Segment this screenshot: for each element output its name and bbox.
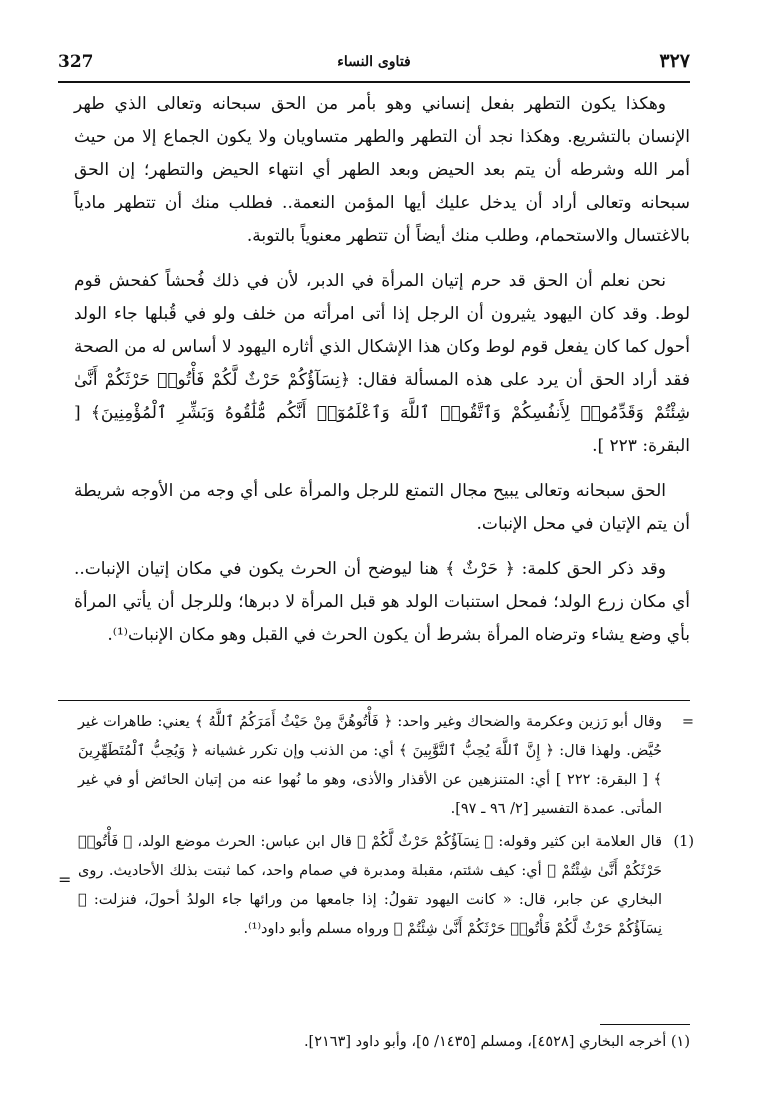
footnote-mark: =	[681, 714, 694, 730]
sub-footnote: (١) أخرجه البخاري [٤٥٢٨]، ومسلم [١٤٣٥/ ٥]، وأبو داود [٢١٦٣].	[303, 1034, 690, 1050]
footnote-text: قال العلامة ابن كثير وقوله: ﴿ نِسَآؤُكُمْ حَرْثٌ لَّكُمْ ﴾ قال ابن عباس: الحرث موضع الولد، ﴿ فَأْتُوا۟ حَرْثَكُمْ أَنَّىٰ شِئْتُمْ ﴾ أي: كيف شئتم، مقبلة ومدبرة في صمام واحد، كما ثبتت بذلك الأحاديث. روى البخاري عن جابر، قال: « كانت اليهود تقولُ: إذا جامعها من ورائها جاء الولدُ أحولَ، فنزلت: ﴿ نِسَآؤُكُمْ حَرْثٌ لَّكُمْ فَأْتُوا۟ حَرْثَكُمْ أَنَّىٰ شِئْتُمْ ﴾ ورواه مسلم وأبو داود⁽¹⁾.	[78, 834, 662, 937]
sub-footnote-rule	[600, 1024, 690, 1025]
main-text	[74, 88, 690, 664]
footnote-mark: (1)	[673, 834, 694, 850]
running-title: فتاوى النساء	[337, 54, 411, 70]
paragraph: نحن نعلم أن الحق قد حرم إتيان المرأة في الدبر، لأن في ذلك فُحشاً كفحش قوم لوط. وقد كان اليهود يثيرون أن الرجل إذا أتى امرأته من خلف ولو في قُبلها جاء الولد أحول كما كان يفعل قوم لوط وكان هذا الإشكال الذي أثاره اليهود لا أساس له من الصحة فقد أراد الحق أن يرد على هذه المسألة فقال: ﴿نِسَآؤُكُمْ حَرْثٌ لَّكُمْ فَأْتُوا۟ حَرْثَكُمْ أَنَّىٰ شِئْتُمْ وَقَدِّمُوا۟ لِأَنفُسِكُمْ وَٱتَّقُوا۟ ٱللَّهَ وَٱعْلَمُوٓا۟ أَنَّكُم مُّلَٰقُوهُ وَبَشِّرِ ٱلْمُؤْمِنِينَ﴾ [ البقرة: ٢٢٣ ].	[74, 271, 690, 456]
paragraph: وهكذا يكون التطهر بفعل إنساني وهو بأمر من الحق سبحانه وتعالى الذي طهر الإنسان بالتشريع. وهكذا نجد أن التطهر والطهر متساويان ولا يكون الجماع إلا من حيث أمر الله وشرطه أن يتم بعد الحيض وبعد الطهر أي انتهاء الحيض والتطهر؛ إن الحق سبحانه وتعالى أراد أن يدخل عليك أيها المؤمن النعمة.. فطلب منك أن تتطهر مادياً بالاغتسال والاستحمام، وطلب منك أيضاً أن تتطهر معنوياً بالتوبة.	[74, 94, 690, 246]
footnote	[78, 828, 694, 944]
footnotes	[78, 708, 694, 948]
footnote	[78, 708, 694, 824]
footnote-text: وقال أبو رَزين وعكرمة والضحاك وغير واحد: ﴿ فَأْتُوهُنَّ مِنْ حَيْثُ أَمَرَكُمُ ٱللَّهُ ﴾ يعني: طاهرات غير حُيَّض. ولهذا قال: ﴿ إِنَّ ٱللَّهَ يُحِبُّ ٱلتَّوَّٰبِينَ ﴾ أي: من الذنب وإن تكرر غشيانه ﴿ وَيُحِبُّ ٱلْمُتَطَهِّرِينَ ﴾ [ البقرة: ٢٢٢ ] أي: المتنزهين عن الأقذار والأذى، وهو ما نُهوا عنه من إتيان الحائض أو في غير المأتى. عمدة التفسير [٢/ ٩٦ ـ ٩٧].	[78, 714, 662, 817]
page-number-arabic: ٣٢٧	[659, 50, 690, 72]
header-rule	[58, 81, 690, 83]
page-header	[58, 50, 690, 80]
continuation-mark: =	[58, 870, 72, 889]
page-number-latin: 327	[58, 52, 94, 72]
paragraph: الحق سبحانه وتعالى يبيح مجال التمتع للرجل والمرأة على أي وجه من الأوجه شريطة أن يتم الإتيان في محل الإنبات.	[74, 481, 690, 534]
footnote-rule	[58, 700, 690, 701]
paragraph: وقد ذكر الحق كلمة: ﴿ حَرْثٌ ﴾ هنا ليوضح أن الحرث يكون في مكان إتيان الإنبات.. أي مكان زرع الولد؛ فمحل استنبات الولد هو قبل المرأة لا دبرها؛ وللرجل أن يأتي المرأة بأي وضع يشاء وترضاه المرأة بشرط أن يكون الحرث في القبل وهو مكان الإنبات⁽¹⁾.	[74, 559, 690, 645]
